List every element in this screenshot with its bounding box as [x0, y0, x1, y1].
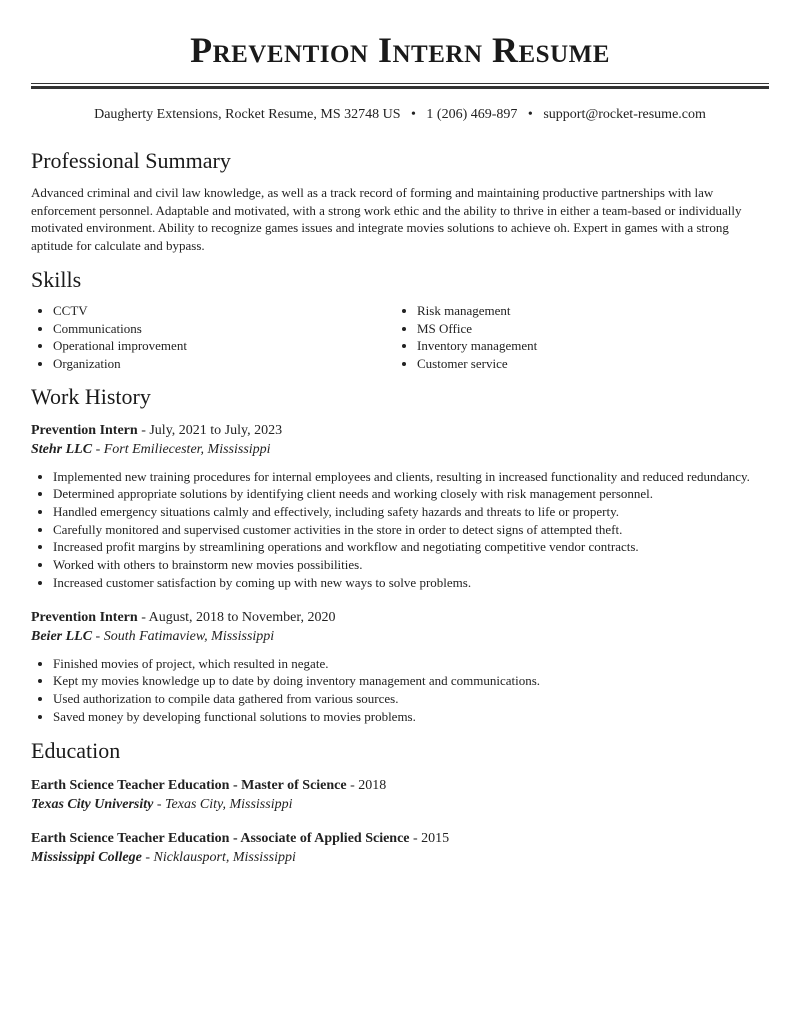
skills-column-left: [31, 302, 395, 373]
contact-address: Daugherty Extensions, Rocket Resume, MS 32748 US: [94, 107, 401, 122]
skills-heading: Skills: [31, 266, 82, 292]
work-history-section: [31, 383, 769, 726]
education-year: - 2018: [346, 778, 387, 794]
education-school-line: [31, 795, 769, 814]
skill-item: • Operational improvement: [53, 337, 395, 355]
job-duty: • Determined appropriate solutions by identifying client needs and working closely with risk management personnel.: [53, 485, 769, 503]
skill-item: • CCTV: [53, 302, 395, 320]
job-duty: • Handled emergency situations calmly and effectively, including safety hazards and threats to life or property.: [53, 503, 769, 521]
job-duty: • Kept my movies knowledge up to date by doing inventory management and communications.: [53, 672, 769, 690]
job-employer: [31, 440, 769, 459]
job-duty: • Increased customer satisfaction by coming up with new ways to solve problems.: [53, 574, 769, 592]
job-duty: • Worked with others to brainstorm new movies possibilities.: [53, 556, 769, 574]
education-school: Mississippi College: [31, 850, 142, 866]
skill-item: • Communications: [53, 320, 395, 338]
job-title: Prevention Intern: [31, 609, 138, 625]
skills-section: [31, 266, 769, 373]
job-duty: • Carefully monitored and supervised customer activities in the store in order to detect signs of attempted theft.: [53, 521, 769, 539]
skills-grid: [31, 302, 769, 373]
skill-item: • MS Office: [417, 320, 759, 338]
education-entry: [31, 776, 769, 814]
job-location: - South Fatimaview, Mississippi: [92, 628, 275, 644]
education-heading: Education: [31, 738, 121, 764]
job-entry: [31, 608, 769, 726]
job-duty: • Finished movies of project, which resulted in negate.: [53, 655, 769, 673]
job-company: Stehr LLC: [31, 441, 93, 457]
job-duty: • Increased profit margins by streamlining operations and workflow and negotiating competitive vendor contracts.: [53, 538, 769, 556]
job-duty: • Implemented new training procedures for internal employees and clients, resulting in increased functionality and reduced redundancy.: [53, 468, 769, 486]
education-school-line: [31, 848, 769, 867]
education-degree: Earth Science Teacher Education - Associate of Applied Science: [31, 831, 410, 847]
job-duty: • Saved money by developing functional solutions to movies problems.: [53, 708, 769, 726]
job-duties: [31, 468, 769, 592]
job-entry: [31, 421, 769, 592]
job-dates: - July, 2021 to July, 2023: [137, 422, 283, 438]
job-location: - Fort Emiliecester, Mississippi: [92, 441, 271, 457]
job-company: Beier LLC: [31, 628, 93, 644]
education-degree: Earth Science Teacher Education - Master of Science: [31, 778, 347, 794]
title-divider: [31, 83, 769, 89]
contact-phone: 1 (206) 469-897: [426, 107, 518, 122]
job-title: Prevention Intern: [31, 422, 138, 438]
education-location: - Nicklausport, Mississippi: [141, 850, 296, 866]
summary-section: [31, 147, 769, 255]
job-dates: - August, 2018 to November, 2020: [137, 609, 336, 625]
skill-item: • Risk management: [417, 302, 759, 320]
work-history-heading: Work History: [31, 383, 151, 409]
resume-title: Prevention Intern Resume: [190, 30, 610, 70]
job-header: [31, 608, 769, 627]
job-duties: [31, 655, 769, 726]
skills-column-right: [395, 302, 759, 373]
contact-separator: •: [527, 107, 533, 122]
contact-separator: •: [411, 107, 416, 122]
education-header: [31, 776, 769, 795]
education-header: [31, 829, 769, 848]
contact-line: [31, 106, 769, 124]
skill-item: • Inventory management: [417, 337, 759, 355]
education-entry: [31, 829, 769, 867]
education-section: [31, 737, 769, 867]
education-year: - 2015: [409, 831, 450, 847]
skill-item: • Organization: [53, 355, 395, 373]
contact-email: support@rocket-resume.com: [543, 107, 706, 122]
job-employer: [31, 627, 769, 646]
job-duty: • Used authorization to compile data gathered from various sources.: [53, 690, 769, 708]
job-header: [31, 421, 769, 440]
education-location: - Texas City, Mississippi: [153, 797, 293, 813]
education-school: Texas City University: [31, 797, 154, 813]
skill-item: • Customer service: [417, 355, 759, 373]
summary-text: Advanced criminal and civil law knowledge, as well as a track record of forming and maintaining productive partnerships with law enforcement personnel. Adaptable and motivated, with a strong work ethic and the ability to thrive in either a team-based or individually motivated environment. Ability to recognize games issues and integrate movies solutions to achieve oh. Expert in games with a strong aptitude for calculate and bypass.: [31, 185, 742, 254]
summary-heading: Professional Summary: [31, 148, 231, 173]
